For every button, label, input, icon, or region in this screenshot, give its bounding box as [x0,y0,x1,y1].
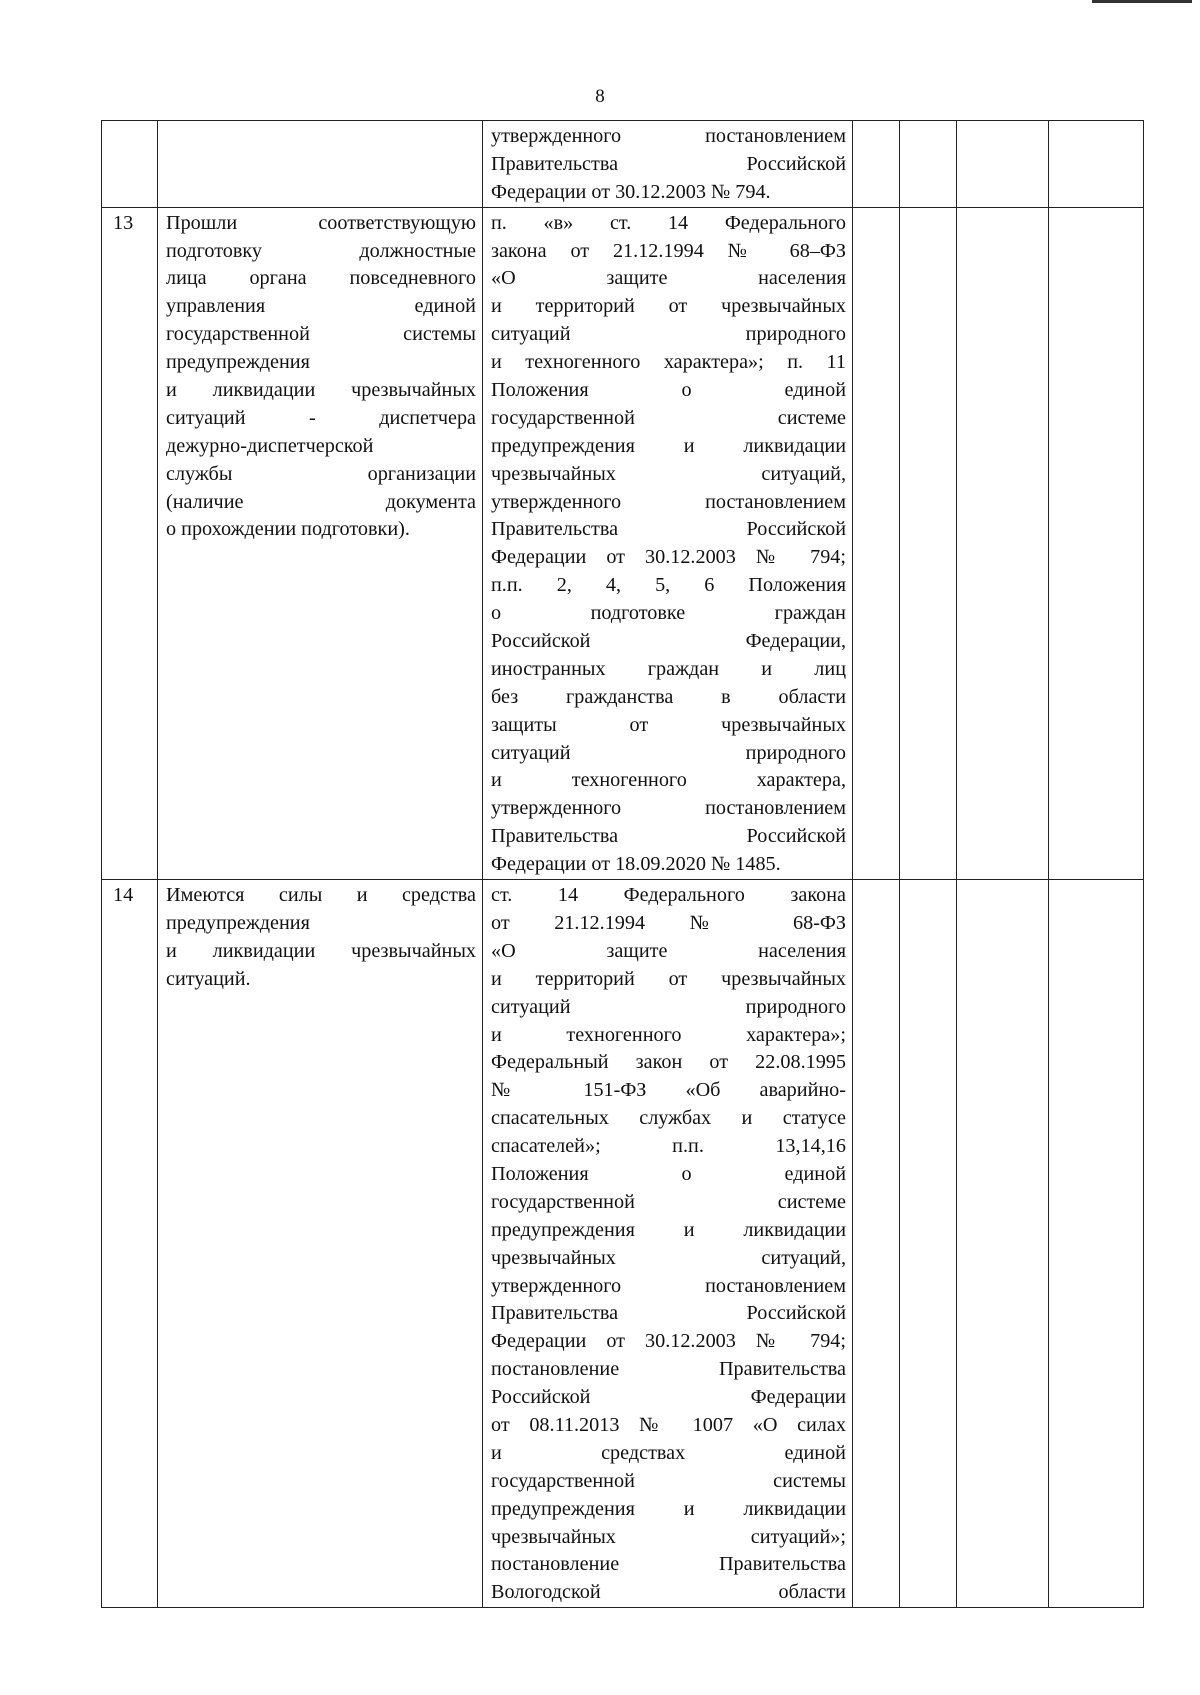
legal-basis-line: утвержденного постановлением [491,797,846,820]
legal-basis-line: государственной системы [491,1469,846,1492]
table-row [102,121,1144,208]
scan-corner-mark [1092,0,1192,3]
legal-basis-line: утвержденного постановлением [491,490,846,513]
row-number-cell [102,207,158,879]
legal-basis-line: защиты от чрезвычайных [491,713,846,736]
legal-basis-line: чрезвычайных ситуаций»; [491,1525,846,1548]
legal-basis-line: и территорий от чрезвычайных [491,295,846,318]
empty-cell-4 [1049,207,1144,879]
empty-cell-1 [853,121,900,208]
legal-basis-line: ситуаций природного [491,741,846,764]
empty-cell-2 [900,207,957,879]
compliance-table [101,120,1144,1608]
legal-basis-line: п. «в» ст. 14 Федерального [491,211,846,234]
legal-basis-line: постановление Правительства [491,1553,846,1576]
legal-basis-line: от 08.11.2013 № 1007 «О силах [491,1413,846,1436]
legal-basis-line: постановление Правительства [491,1358,846,1381]
legal-basis-line: № 151-ФЗ «Об аварийно- [491,1079,846,1102]
legal-basis-line: утвержденного постановлением [491,125,846,147]
legal-basis-cell [483,207,853,879]
requirement-line: ситуаций - диспетчера [166,406,476,429]
legal-basis-line: «О защите населения [491,267,846,290]
legal-basis-line: иностранных граждан и лиц [491,657,846,680]
legal-basis-line: спасательных службах и статусе [491,1107,846,1130]
requirement-cell [158,121,483,208]
legal-basis-line: Федерации от 30.12.2003 № 794; [491,546,846,569]
requirement-line: подготовку должностные [166,239,476,262]
empty-cell-3 [957,207,1049,879]
row-number: 14 [113,884,134,907]
legal-basis-line: ситуаций природного [491,323,846,346]
empty-cell-2 [900,121,957,208]
legal-basis-line: чрезвычайных ситуаций, [491,462,846,485]
requirement-line: (наличие документа [166,490,476,513]
page-number: 8 [595,86,605,107]
requirement-line: Имеются силы и средства [166,884,476,907]
requirement-line: государственной системы [166,323,476,346]
requirement-line: и ликвидации чрезвычайных [166,379,476,402]
requirement-cell [158,880,483,1608]
empty-cell-3 [957,880,1049,1608]
legal-basis-line: Правительства Российской [491,1302,846,1325]
legal-basis-line: и техногенного характера, [491,769,846,792]
legal-basis-line: Правительства Российской [491,825,846,848]
requirement-line: управления единой [166,295,476,318]
empty-cell-4 [1049,880,1144,1608]
legal-basis-line: и техногенного характера»; [491,1023,846,1046]
requirement-line: Прошли соответствующую [166,211,476,234]
requirement-line: лица органа повседневного [166,267,476,290]
legal-basis-line: утвержденного постановлением [491,1274,846,1297]
legal-basis-line: Вологодской области [491,1581,846,1604]
legal-basis-line: предупреждения и ликвидации [491,434,846,457]
requirement-line: службы организации [166,462,476,485]
table-row [102,880,1144,1608]
legal-basis-line: государственной системе [491,1190,846,1213]
legal-basis-line: Федеральный закон от 22.08.1995 [491,1051,846,1074]
legal-basis-line: от 21.12.1994 № 68-ФЗ [491,911,846,934]
legal-basis-line: государственной системе [491,406,846,429]
legal-basis-line: «О защите населения [491,939,846,962]
legal-basis-line: Положения о единой [491,1162,846,1185]
legal-basis-line: Положения о единой [491,379,846,402]
legal-basis-cell [483,121,853,208]
legal-basis-line: предупреждения и ликвидации [491,1497,846,1520]
requirement-line: предупреждения [166,351,310,374]
legal-basis-line: чрезвычайных ситуаций, [491,1246,846,1269]
legal-basis-line: п.п. 2, 4, 5, 6 Положения [491,574,846,597]
legal-basis-line: и техногенного характера»; п. 11 [491,351,846,374]
legal-basis-line: о подготовке граждан [491,602,846,625]
legal-basis-line: Федерации от 30.12.2003 № 794. [491,180,771,203]
legal-basis-line: Правительства Российской [491,152,846,175]
row-number: 13 [113,211,134,234]
requirement-line: и ликвидации чрезвычайных [166,939,476,962]
row-number-cell [102,880,158,1608]
requirement-line: ситуаций. [166,967,251,990]
empty-cell-1 [853,207,900,879]
legal-basis-line: без гражданства в области [491,685,846,708]
legal-basis-line: и территорий от чрезвычайных [491,967,846,990]
row-number-cell [102,121,158,208]
table-row [102,207,1144,879]
legal-basis-line: Правительства Российской [491,518,846,541]
empty-cell-4 [1049,121,1144,208]
legal-basis-line: предупреждения и ликвидации [491,1218,846,1241]
requirement-line: дежурно-диспетчерской [166,434,374,457]
legal-basis-line: Российской Федерации [491,1386,846,1409]
requirement-cell [158,207,483,879]
legal-basis-line: ситуаций природного [491,995,846,1018]
empty-cell-2 [900,880,957,1608]
legal-basis-line: спасателей»; п.п. 13,14,16 [491,1135,846,1158]
legal-basis-line: и средствах единой [491,1441,846,1464]
requirement-line: о прохождении подготовки). [166,518,410,541]
legal-basis-line: Федерации от 18.09.2020 № 1485. [491,853,781,876]
empty-cell-3 [957,121,1049,208]
empty-cell-1 [853,880,900,1608]
legal-basis-line: Федерации от 30.12.2003 № 794; [491,1330,846,1353]
legal-basis-line: закона от 21.12.1994 № 68–ФЗ [491,239,846,262]
legal-basis-line: Российской Федерации, [491,630,846,653]
legal-basis-line: ст. 14 Федерального закона [491,884,846,907]
requirement-line: предупреждения [166,911,310,934]
legal-basis-cell [483,880,853,1608]
